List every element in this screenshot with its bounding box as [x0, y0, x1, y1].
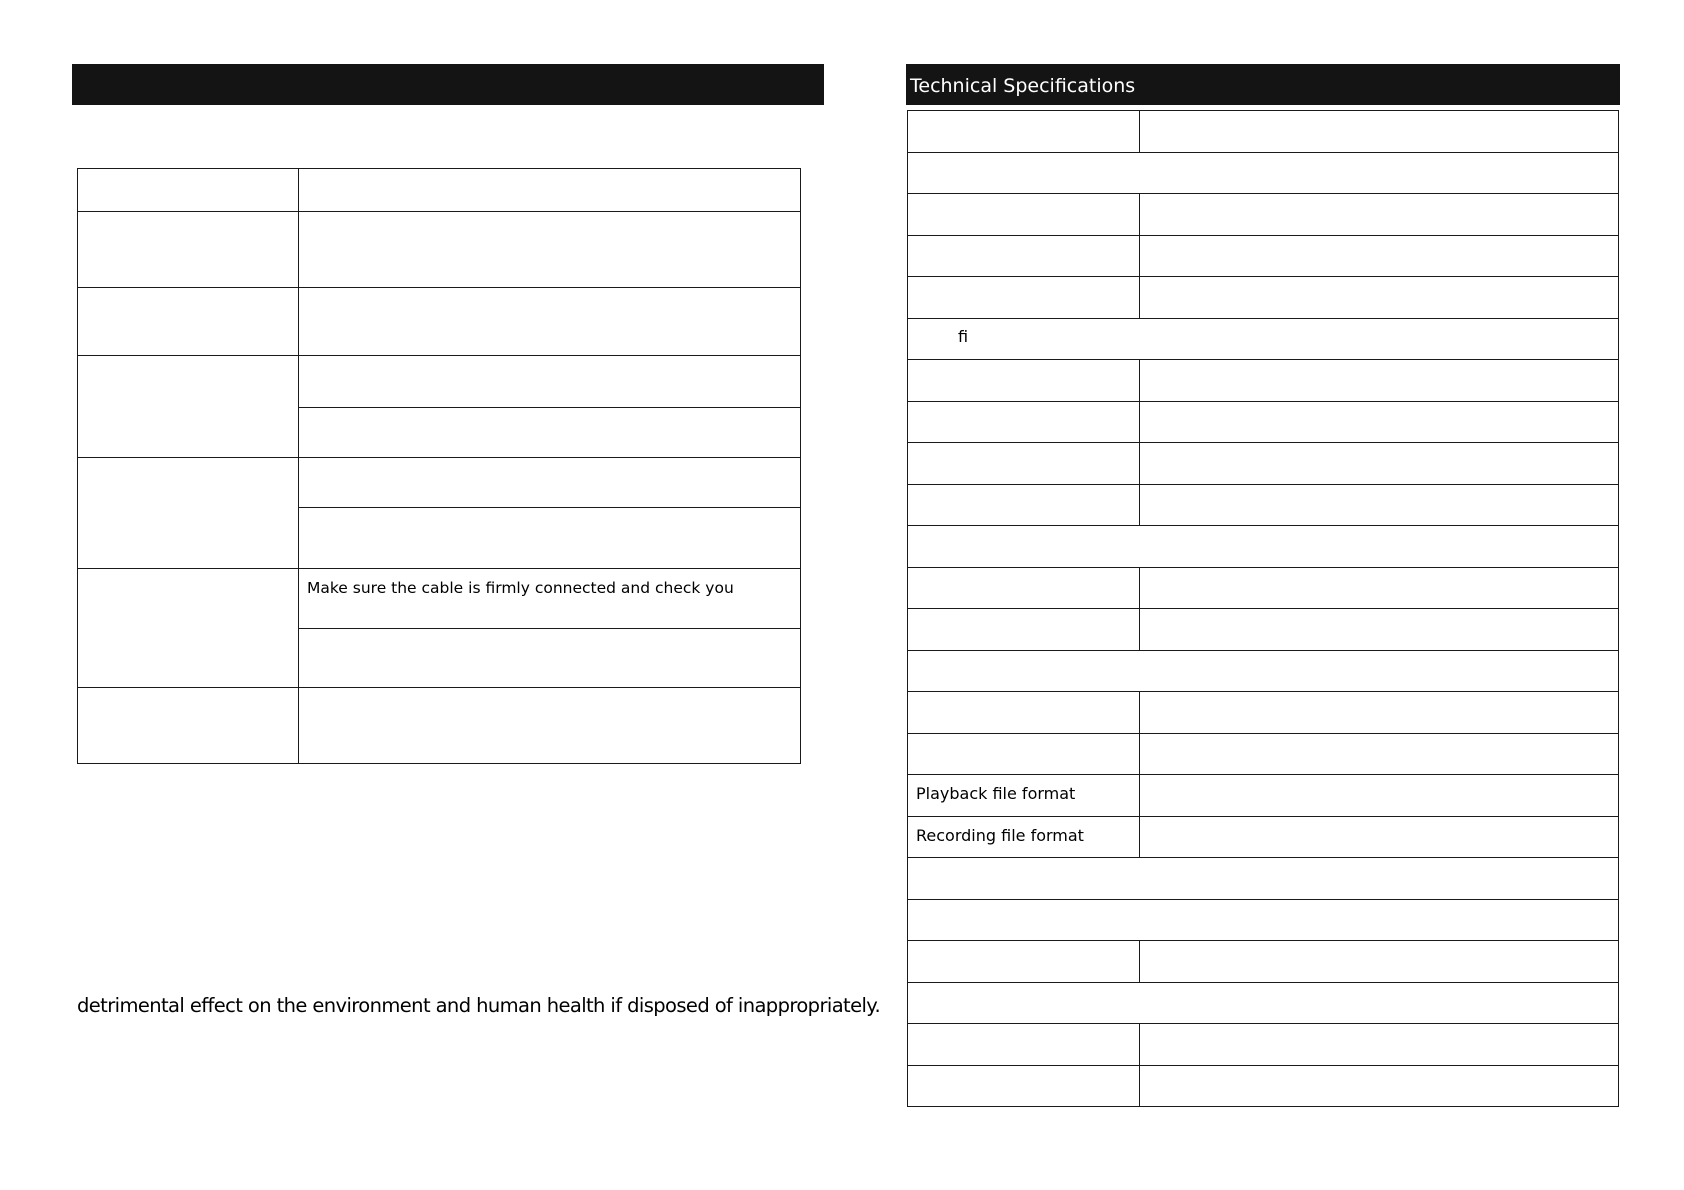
spec-value: [1140, 941, 1619, 983]
spec-value: [1140, 733, 1619, 775]
right-page-header-bar: [906, 64, 1620, 105]
spec-value: [1140, 277, 1619, 319]
problem-cell: [78, 569, 299, 688]
spec-row: [908, 484, 1619, 526]
spec-row: [908, 235, 1619, 277]
spec-value: [1140, 194, 1619, 236]
solution-cell: [299, 288, 801, 356]
spec-section-row: [908, 982, 1619, 1024]
left-page-header-bar: [72, 64, 824, 105]
spec-value: [1140, 692, 1619, 734]
spec-section-heading: ﬁ: [908, 318, 1619, 360]
spec-value: [1140, 360, 1619, 402]
spec-label: [908, 277, 1140, 319]
solution-cell: [299, 169, 801, 212]
spec-label: [908, 484, 1140, 526]
specs-header-title: Technical Specifications: [910, 75, 1136, 97]
spec-value: [1140, 111, 1619, 153]
spec-row: [908, 609, 1619, 651]
spec-value: [1140, 443, 1619, 485]
spec-row: [908, 277, 1619, 319]
spec-label: [908, 941, 1140, 983]
spec-row: [908, 360, 1619, 402]
solution-cell: Make sure the cable is firmly connected and check you: [299, 569, 801, 629]
spec-value: [1140, 1024, 1619, 1066]
spec-value: [1140, 401, 1619, 443]
troubleshooting-table: [77, 168, 801, 764]
problem-cell: [78, 356, 299, 458]
solution-cell: [299, 408, 801, 458]
solution-cell: [299, 212, 801, 288]
spec-value: [1140, 235, 1619, 277]
spec-row: [908, 401, 1619, 443]
spec-value: [1140, 484, 1619, 526]
spec-label: [908, 194, 1140, 236]
spec-label: [908, 1065, 1140, 1107]
spec-section-row: [908, 899, 1619, 941]
spec-row: [908, 111, 1619, 153]
spec-value: [1140, 567, 1619, 609]
spec-label-recording-format: Recording file format: [908, 816, 1140, 858]
spec-section-heading: [908, 526, 1619, 568]
spec-label: [908, 609, 1140, 651]
spec-row: [908, 775, 1619, 817]
spec-label: [908, 111, 1140, 153]
problem-cell: [78, 169, 299, 212]
spec-section-row: [908, 526, 1619, 568]
solution-cell: [299, 508, 801, 569]
spec-section-row: [908, 318, 1619, 360]
spec-label: [908, 567, 1140, 609]
spec-value: [1140, 1065, 1619, 1107]
table-row: [78, 356, 801, 408]
table-row: [78, 288, 801, 356]
spec-row: [908, 194, 1619, 236]
spec-row: [908, 443, 1619, 485]
spec-section-heading: [908, 152, 1619, 194]
table-row: [78, 458, 801, 508]
problem-cell: [78, 688, 299, 764]
spec-row: [908, 692, 1619, 734]
table-row: [78, 212, 801, 288]
spec-label: [908, 360, 1140, 402]
problem-cell: [78, 212, 299, 288]
spec-section-row: [908, 650, 1619, 692]
spec-section-heading: [908, 982, 1619, 1024]
spec-label: [908, 733, 1140, 775]
spec-label: [908, 235, 1140, 277]
spec-label: [908, 401, 1140, 443]
table-row: [78, 569, 801, 629]
spec-row: [908, 941, 1619, 983]
spec-section-row: [908, 152, 1619, 194]
spec-value: [1140, 775, 1619, 817]
solution-cell: [299, 629, 801, 688]
disposal-note: detrimental effect on the environment and human health if disposed of inappropriately.: [77, 994, 881, 1017]
table-row: [78, 169, 801, 212]
spec-label-playback-format: Playback file format: [908, 775, 1140, 817]
spec-section-row: [908, 858, 1619, 900]
solution-cell: [299, 356, 801, 408]
spec-value: [1140, 609, 1619, 651]
spec-section-heading: [908, 899, 1619, 941]
spec-section-heading: [908, 858, 1619, 900]
spec-label: [908, 443, 1140, 485]
technical-specifications-table: [907, 110, 1619, 1107]
table-row: [78, 688, 801, 764]
solution-cell: [299, 688, 801, 764]
spec-row: [908, 1024, 1619, 1066]
problem-cell: [78, 458, 299, 569]
solution-cell: [299, 458, 801, 508]
problem-cell: [78, 288, 299, 356]
spec-row: [908, 733, 1619, 775]
spec-row: [908, 567, 1619, 609]
spec-label: [908, 1024, 1140, 1066]
spec-label: [908, 692, 1140, 734]
spec-section-heading: [908, 650, 1619, 692]
spec-row: [908, 816, 1619, 858]
spec-value: [1140, 816, 1619, 858]
spec-row: [908, 1065, 1619, 1107]
